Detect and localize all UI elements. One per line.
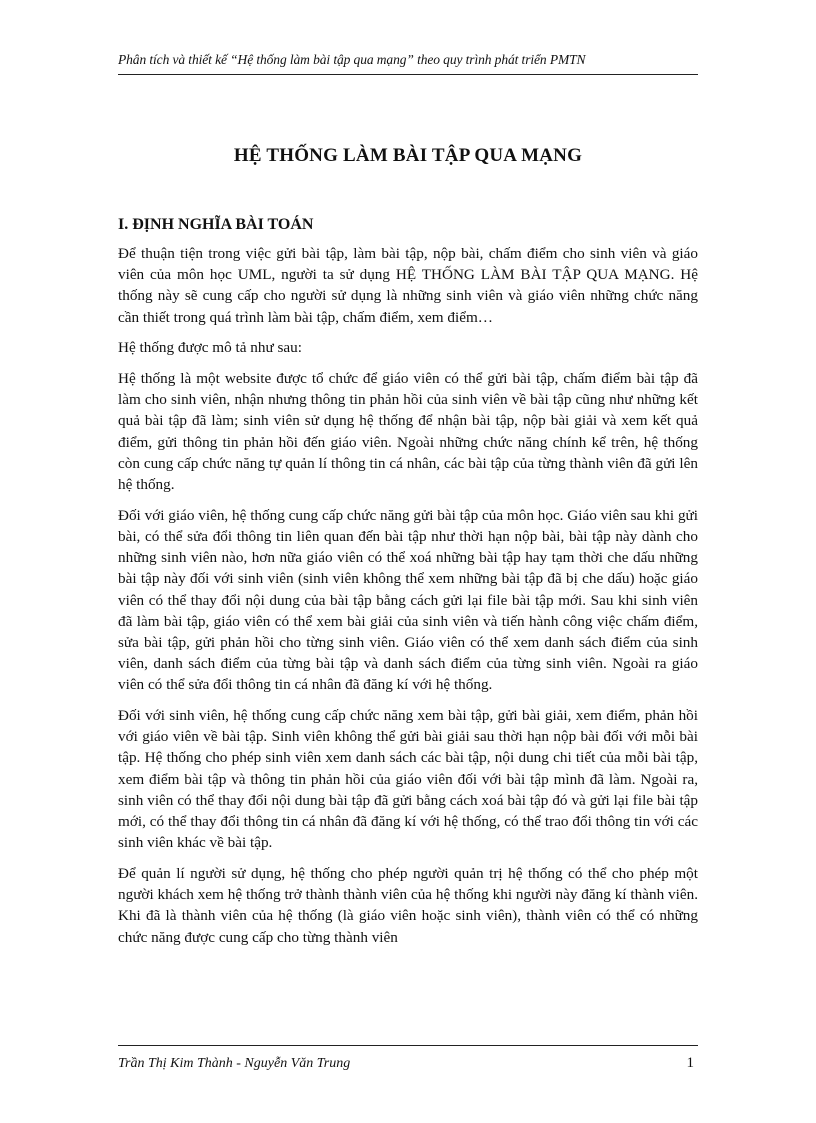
paragraph: Để quản lí người sử dụng, hệ thống cho phép người quản trị hệ thống có thể cho phép một người khách xem hệ thống trở thành thành viên của hệ thống khi người này đăng kí thành viên. Khi đã là thành viên của hệ thống (là giáo viên hoặc sinh viên), thành viên có thể có những chức năng được cung cấp cho từng thành viên — [118, 864, 698, 946]
section-heading: I. ĐỊNH NGHĨA BÀI TOÁN — [118, 216, 314, 233]
paragraph: Đối với sinh viên, hệ thống cung cấp chức năng xem bài tập, gửi bài giải, xem điểm, phản hồi với giáo viên về bài tập. Sinh viên không thể gửi bài giải sau thời hạn nộp bài đối với mỗi bài tập. Hệ thống cho phép sinh viên xem danh sách các bài tập, nội dung chi tiết của mỗi bài tập, xem điểm bài tập và thông tin phản hồi của giáo viên đối với bài tập mình đã làm. Ngoài ra, sinh viên có thể thay đổi nội dung bài tập đã gửi bằng cách xoá bài tập đó và gửi lại file bài tập mới, có thể thay đổi thông tin cá nhân đã đăng kí với hệ thống, có thể trao đổi thông tin với các sinh viên khác về bài tập. — [118, 707, 698, 852]
document-title: HỆ THỐNG LÀM BÀI TẬP QUA MẠNG — [233, 145, 583, 166]
footer-divider — [118, 1045, 698, 1046]
header-divider — [118, 74, 698, 75]
page-number: 1 — [686, 1055, 694, 1071]
paragraph: Hệ thống là một website được tổ chức để giáo viên có thể gửi bài tập, chấm điểm bài tập đã làm cho sinh viên, nhận nhưng thông tin phản hồi của sinh viên về bài tập cũng như những kết quả bài tập đã làm; sinh viên sử dụng hệ thống để nhận bài tập, nộp bài giải và xem kết quả điểm, gửi thông tin phản hồi đến giáo viên. Ngoài những chức năng chính kể trên, hệ thống còn cung cấp chức năng tự quản lí thông tin cá nhân, các bài tập của từng thành viên đã gửi lên hệ thống. — [118, 370, 698, 494]
running-header: Phân tích và thiết kế “Hệ thống làm bài tập qua mạng” theo quy trình phát triển PMTN — [118, 52, 586, 67]
paragraph: Để thuận tiện trong việc gửi bài tập, làm bài tập, nộp bài, chấm điểm cho sinh viên và giáo viên của môn học UML, người ta sử dụng HỆ THỐNG LÀM BÀI TẬP QUA MẠNG. Hệ thống này sẽ cung cấp cho người sử dụng là những sinh viên và giáo viên những chức năng cần thiết trong quá trình làm bài tập, chấm điểm, xem điểm… — [118, 245, 698, 326]
footer-authors: Trần Thị Kim Thành - Nguyễn Văn Trung — [118, 1056, 351, 1071]
paragraph: Đối với giáo viên, hệ thống cung cấp chức năng gửi bài tập của môn học. Giáo viên sau khi gửi bài, có thể sửa đổi thông tin liên quan đến bài tập như thời hạn nộp bài, bài tập này dành cho những sinh viên nào, hơn nữa giáo viên có thể xoá những bài tập hay tạm thời che dấu những bài tập này đối với sinh viên (sinh viên không thể xem những bài tập đã bị che dấu) hoặc giáo viên có thể thay đổi nội dung của bài tập bằng cách gửi lại file bài tập mới. Sau khi sinh viên đã làm bài tập, giáo viên có thể xem bài giải của sinh viên và tiến hành công việc chấm điểm, sửa bài tập, gửi phản hồi cho từng sinh viên. Giáo viên có thể xem danh sách điểm của sinh viên, danh sách điểm của từng bài tập và danh sách điểm của từng sinh viên. Ngoài ra giáo viên có thể sửa đổi thông tin cá nhân đã đăng kí với hệ thống. — [118, 506, 698, 694]
document-body — [118, 243, 698, 957]
paragraph: Hệ thống được mô tả như sau: — [118, 339, 302, 357]
